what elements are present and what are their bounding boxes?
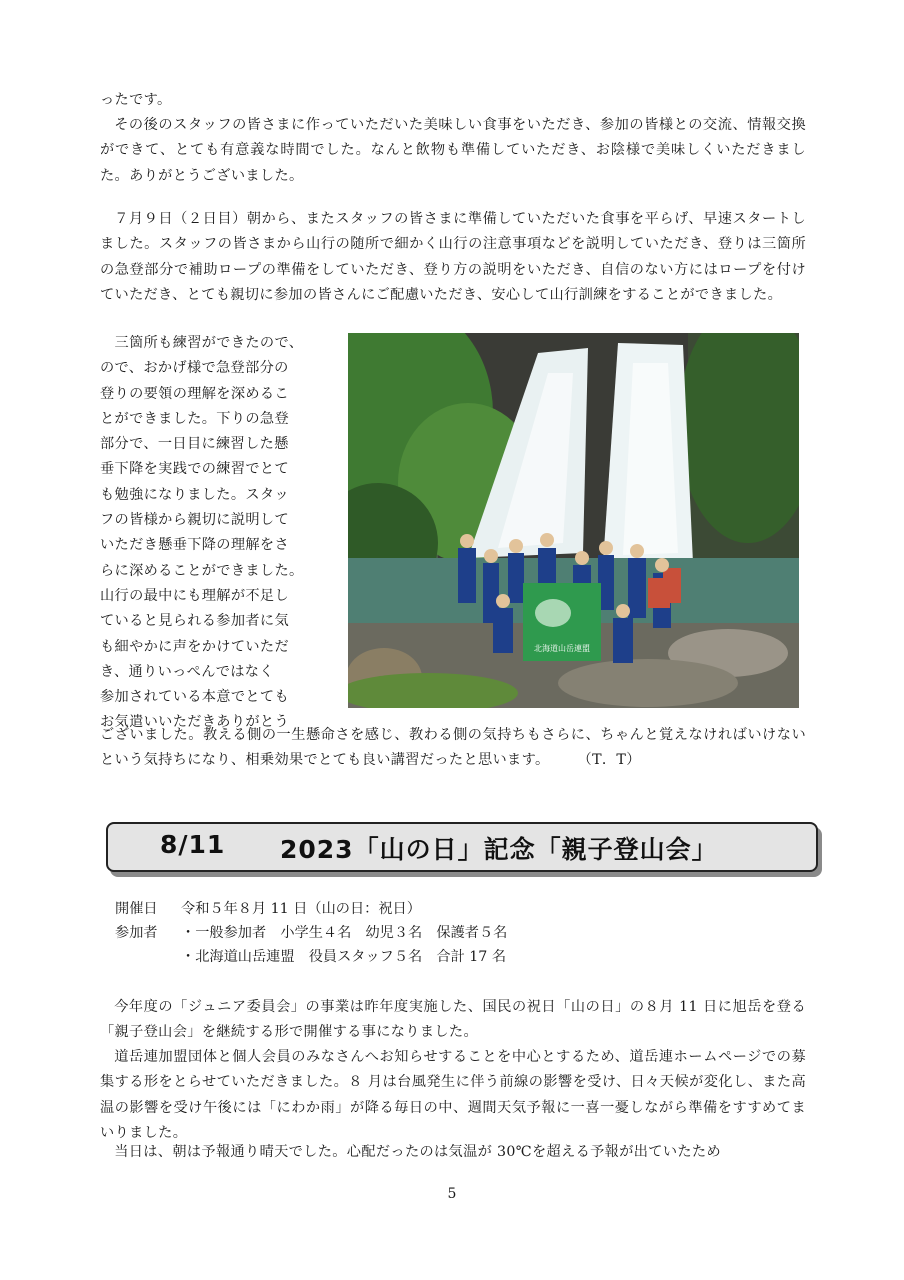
banner-date: 8/11 bbox=[160, 830, 226, 859]
banner-title: 2023「山の日」記念「親子登山会」 bbox=[280, 835, 718, 864]
text-line: も細やかに声をかけていただ bbox=[100, 638, 289, 655]
text-line: 参加されている本意でとても bbox=[100, 689, 289, 706]
event-date-row bbox=[115, 898, 421, 921]
text-line: とができました。下りの急登 bbox=[100, 410, 289, 427]
participants-row-2 bbox=[181, 946, 506, 969]
text-line: 山行の最中にも理解が不足し bbox=[100, 587, 289, 604]
waterfall-group-photo bbox=[348, 333, 799, 708]
text-line: 垂下降を実践での練習でとて bbox=[100, 461, 289, 478]
paragraph-intro: 今年度の「ジュニア委員会」の事業は昨年度実施した、国民の祝日「山の日」の８月 11 日に旭岳を登る「親子登山会」を継続する形で開催する事になりました。 bbox=[100, 999, 806, 1041]
text-line: いただき懸垂下降の理解をさ bbox=[100, 537, 289, 554]
participants-line-2: ・北海道山岳連盟 役員スタッフ５名 合計 17 名 bbox=[181, 949, 507, 965]
closing-signature: （T．T） bbox=[577, 752, 641, 769]
flag-text: 北海道山岳連盟 bbox=[534, 644, 590, 653]
text-line: ので、おかげ様で急登部分の bbox=[100, 360, 289, 377]
text-line: 登りの要領の理解を深めるこ bbox=[100, 385, 289, 402]
date-value: 令和５年８月 11 日（山の日：祝日） bbox=[181, 901, 421, 917]
page-number: 5 bbox=[447, 1186, 457, 1202]
section-banner bbox=[106, 822, 818, 872]
participants-line-1: ・一般参加者 小学生４名 幼児３名 保護者５名 bbox=[181, 925, 508, 941]
paragraph-recruitment: 道岳連加盟団体と個人会員のみなさんへお知らせすることを中心とするため、道岳連ホームページでの募集する形をとらせていただきました。８ 月は台風発生に伴う前線の影響を受け、日々天候が変化し、また高温の影響を受け午後には「にわか雨」が降る毎日の中、週間天気予報に一喜一憂しながら準備をすすめてまいりました。 bbox=[100, 1049, 806, 1141]
text-line: ていると見られる参加者に気 bbox=[100, 613, 289, 630]
text-line: らに深めることができました。 bbox=[100, 562, 304, 579]
date-label: 開催日 bbox=[115, 901, 158, 917]
text-line: 部分で、一日目に練習した懸 bbox=[100, 436, 289, 453]
text-line: フの皆様から親切に説明して bbox=[100, 512, 289, 529]
text-line: お気遣いいただきありがとう bbox=[100, 714, 289, 731]
participants-row bbox=[115, 922, 507, 945]
paragraph-continuation: ったです。 bbox=[100, 92, 172, 108]
paragraph-meal: その後のスタッフの皆さまに作っていただいた美味しい食事をいただき、参加の皆様との交流、情報交換ができて、とても有意義な時間でした。なんと飲物も準備していただき、お陰様で美味しくいただきました。ありがとうございました。 bbox=[100, 117, 806, 184]
participants-label: 参加者 bbox=[115, 925, 158, 941]
photo-illustration bbox=[348, 333, 799, 708]
text-line: も勉強になりました。スタッ bbox=[100, 486, 289, 503]
closing-text: ございました。教える側の一生懸命さを感じ、教わる側の気持ちもさらに、ちゃんと覚えなければいけないという気持ちになり、相乗効果でとても良い講習だったと思います。 bbox=[100, 727, 806, 769]
paragraph-closing bbox=[100, 723, 806, 774]
text-line: き、通りいっぺんではなく bbox=[100, 663, 274, 680]
text-line: 三箇所も練習ができたので、 bbox=[100, 335, 304, 351]
paragraph-day2: ７月９日（２日目）朝から、またスタッフの皆さまに準備していただいた食事を平らげ、早速スタートしました。スタッフの皆さまから山行の随所で細かく山行の注意事項などを説明していただき、登りは三箇所の急登部分で補助ロープの準備をしていただき、登り方の説明をいただき、自信のない方にはロープを付けていただき、とても親切に参加の皆さんにご配慮いただき、安心して山行訓練をすることができました。 bbox=[100, 211, 806, 303]
paragraph-dayof: 当日は、朝は予報通り晴天でした。心配だったのは気温が 30℃を超える予報が出ていたため bbox=[114, 1144, 721, 1160]
wrapped-text-column bbox=[100, 331, 314, 736]
